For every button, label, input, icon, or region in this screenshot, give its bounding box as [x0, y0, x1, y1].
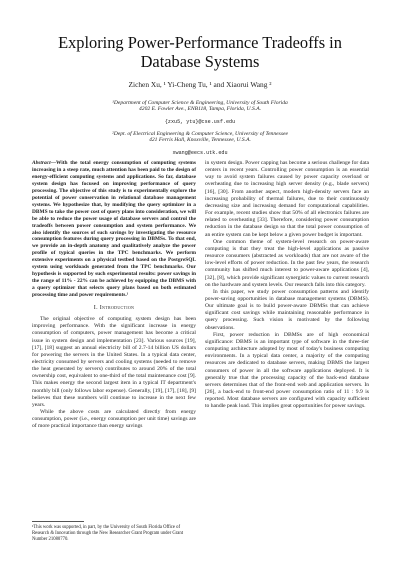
intro-paragraph: The original objective of computing system design has been improving performance. With the significant increase in energy consumption of computers, power management has become a critical issue in system design and implementation [23]. Various sources [19], [17], [18] suggest an annual electricity bill of 2.7-14 billion US dollars for powering the servers in the United States. In a typical data center, electricity consumed by servers and cooling systems (needed to remove the heat generated by servers) contributes to around 20% of the total ownership cost, equivalent to one-third of the total maintenance cost [9]. This makes energy the second largest item in a typical IT department's monthly bill (only follows labor expense). Generally, [19], [17], [18], [9] believes that these numbers will continue to increase in the next few years.: [32, 316, 196, 408]
body-paragraph: in system design. Power capping has become a serious challenge for data centers in recent years. Controlling power consumption is an essential way to avoid system failures caused by power capacity overload or overheating due to increasing high server density (e.g., blade servers) [16], [30]. From another aspect, modern high-density servers face an increasing probability of thermal failures, due to their continuously decreasing size and increasing demand for computational capabilities. For example, recent studies show that 50% of all electronics failures are related to overheating [33]. Therefore, considering power consumption reduction in the database design so that the total power consumption of an entire system can be kept below a given power budget is important.: [205, 160, 369, 238]
body-paragraph: First, power reduction in DBMSs are of high economical significance: DBMS is an important type of software in the three-tier computing architecture adopted by most of today's business computing environments. In a typical data center, a majority of the computing resources are dedicated to database servers, making DBMS the largest consumers of power in all the software applications deployed. It is generally true that the processing capacity of the back-end database servers determines that of the front-end web and application servers. In [26], a back-end to front-end power consumption ratio of 11 : 9.9 is reported. Most database servers are configured with capacity sufficient to handle peak load. This implies great opportunities for power savings.: [205, 331, 369, 410]
body-paragraph: One common theme of system-level research on power-aware computing is that they treat the high-level applications as passive resource consumers (abstracted as workloads) that are not aware of the low-level efforts of power reduction. In the past few years, the research community has shifted much interest to power-aware applications [4], [32], [8], which provide significant synergistic values to current research on the hardware and system levels. Our research falls into this category.: [205, 238, 369, 288]
affiliation-usf-email: {zxu5, ytu}@cse.usf.edu: [164, 119, 236, 126]
footnote-divider: [32, 521, 84, 522]
section-heading-introduction: I. Introduction: [93, 305, 135, 312]
affiliation-utk-email: xwang@eecs.utk.edu: [172, 150, 228, 157]
funding-footnote: ¹This work was supported, in part, by the University of South Florida Office of Research & Innovation through the New Researcher Grant Program under Grant Number 21080770.: [32, 525, 183, 542]
author-list: Zichen Xu, ¹ Yi-Cheng Tu, ¹ and Xiaorui Wang ²: [128, 80, 272, 89]
intro-paragraph: While the above costs are calculated directly from energy consumption, power (i.e., energy consumption per unit time) savings are of more practical importance than energy savings: [32, 409, 196, 430]
body-paragraph: In this paper, we study power consumption patterns and identify power-saving opportunities in database management systems (DBMS). Our ultimate goal is to build power-aware DBMSs that can achieve significant cost savings while maintaining reasonable performance in query processing. Such vision is motivated by the following observations.: [205, 288, 369, 331]
abstract-text: —With the total energy consumption of computing systems increasing in a steep rate, much attention has been paid to the design of energy-efficient computing systems and applications. So far, database system design has focused on improving performance of query processing. The objective of this study is to experimentally explore the potential of power conservation in relational database management systems. We hypothesize that, by modifying the query optimizer in a DBMS to take the power cost of query plans into consideration, we will be able to reduce the power usage of database servers and control the tradeoffs between power consumption and system performance. We also identify the sources of such savings by investigating the resource consumption features during query processing in DBMSs. To that end, we provide an in-depth anatomy and qualitatively analyze the power profile of typical queries in the TPC benchmarks. We perform extensive experiments on a physical testbed based on the PostgreSQL system using workloads generated from the TPC benchmarks. Our hypothesis is supported by such experimental results: power savings in the range of 11% - 22% can be achieved by equipping the DBMS with a query optimizer that selects query plans based on both estimated processing time and power requirements.¹: [32, 160, 196, 299]
abstract-label: Abstract: [32, 160, 51, 166]
affiliation-utk: [0, 124, 400, 164]
left-column: [32, 160, 196, 431]
affiliation-usf-text: ¹Department of Computer Science & Engineering, University of South Florida 4202 E. Fowler Ave., ENB118, Tampa, Florida, U.S.A.: [112, 99, 288, 113]
affiliation-utk-text: ²Dept. of Electrical Engineering & Computer Science, University of Tennessee 421 Ferris Hall, Knoxville, Tennessee, U.S.A.: [112, 130, 288, 144]
paper-title: Exploring Power-Performance Tradeoffs in Database Systems: [58, 33, 342, 71]
abstract: [32, 160, 196, 299]
right-column: [205, 160, 369, 410]
footnote-area: [32, 521, 196, 542]
